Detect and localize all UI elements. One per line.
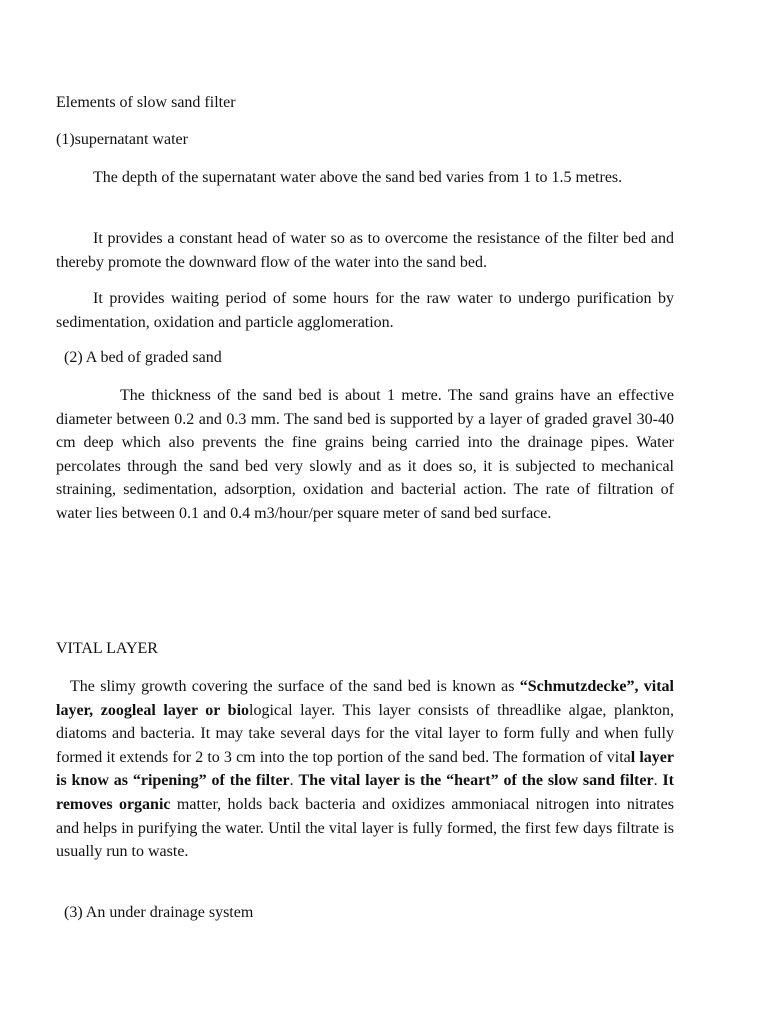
section-3-heading: (3) An under drainage system — [64, 904, 254, 921]
section-1-paragraph-1: The depth of the supernatant water above the sand bed varies from 1 to 1.5 metres. — [93, 169, 623, 186]
vital-bold-terms: “Schmutzdecke”, vital layer, zoogleal layer or bio — [56, 678, 674, 719]
document-title: Elements of slow sand filter — [56, 94, 236, 111]
section-1-heading: (1)supernatant water — [56, 131, 188, 148]
vital-bold-ripening: l layer is know as “ripening” of the filter — [56, 748, 675, 790]
vital-bold-removes: It removes organic — [56, 772, 675, 813]
section-2-heading: (2) A bed of graded sand — [64, 349, 222, 366]
section-1-paragraph-3: It provides waiting period of some hours for the raw water to undergo purification by sedimentation, oxidation and particle agglomeration. — [56, 290, 674, 331]
vital-layer-heading: VITAL LAYER — [56, 640, 158, 657]
vital-text-4: . — [653, 772, 663, 790]
section-2-paragraph-1: The thickness of the sand bed is about 1 metre. The sand grains have an effective diameter between 0.2 and 0.3 mm. The sand bed is supported by a layer of graded gravel 30-40 cm deep which also prevents the fine grains being carried into the drainage pipes. Water percolates through the sand bed very slowly and as it does so, it is subjected to mechanical straining, sedimentation, adsorption, oxidation and bacterial action. The rate of filtration of water lies between 0.1 and 0.4 m3/hour/per square meter of sand bed surface. — [56, 387, 674, 522]
section-1-paragraph-2: It provides a constant head of water so as to overcome the resistance of the filter bed and thereby promote the downward flow of the water into the sand bed. — [56, 230, 674, 271]
vital-layer-paragraph — [56, 675, 674, 864]
vital-text-2: logical layer. This layer consists of threadlike algae, plankton, diatoms and bacteria. It may take several days for the vital layer to form fully and when fully formed it extends for 2 to 3 cm into the top portion of the sand bed. The formation of vita — [56, 701, 674, 766]
vital-text-5: matter, holds back bacteria and oxidizes ammoniacal nitrogen into nitrates and helps in purifying the water. Until the vital layer is fully formed, the first few days filtrate is usually run to waste. — [56, 795, 675, 861]
vital-text-1: The slimy growth covering the surface of the sand bed is known as — [70, 678, 520, 695]
vital-bold-heart: The vital layer is the “heart” of the slow sand filter — [298, 772, 654, 790]
vital-text-3: . — [289, 772, 299, 790]
